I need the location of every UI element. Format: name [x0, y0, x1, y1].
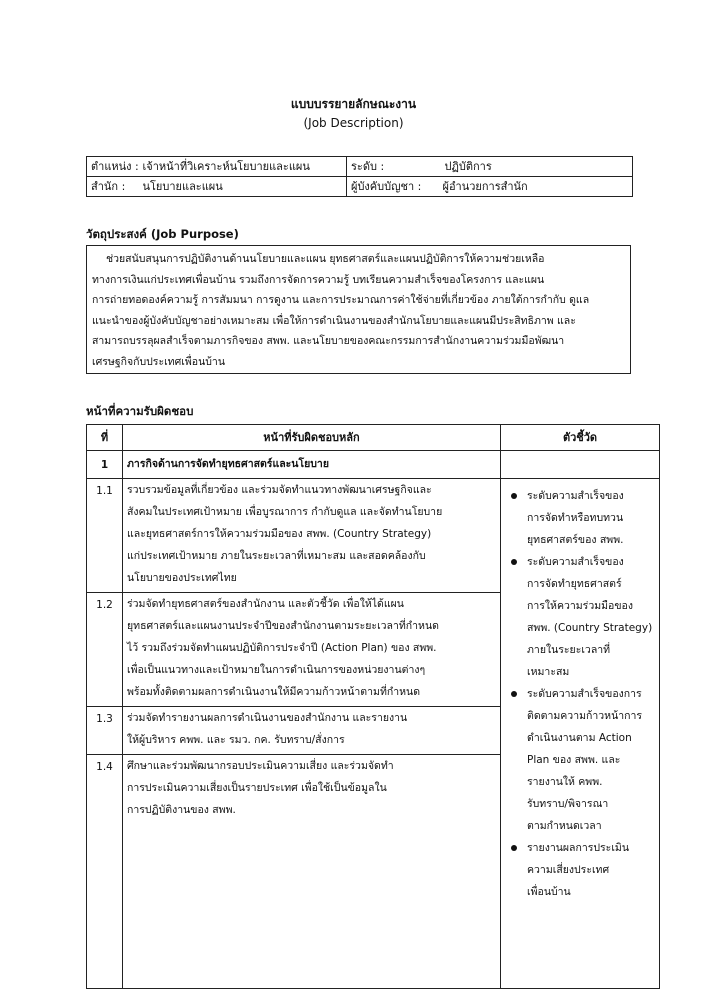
indicator-item [505, 837, 657, 903]
purpose-line: แนะนำของผู้บังคับบัญชาอย่างเหมาะสม เพื่อให้การดำเนินงานของสำนักนโยบายและแผนมีประสิทธิภาพ และ [92, 314, 576, 327]
indicator-line: ตามกำหนดเวลา [527, 820, 602, 832]
group-title: ภารกิจด้านการจัดทำยุทธศาสตร์และนโยบาย [123, 451, 501, 479]
indicator-line: สพพ. (Country Strategy) [527, 622, 653, 634]
level-cell [347, 157, 633, 177]
purpose-line: ทางการเงินแก่ประเทศเพื่อนบ้าน รวมถึงการจัดการความรู้ บทเรียนความสำเร็จของโครงการ และแผน [92, 273, 545, 286]
indicator-line: เหมาะสม [527, 666, 570, 678]
item-line: การปฏิบัติงานของ สพพ. [127, 804, 236, 816]
purpose-line: เศรษฐกิจกับประเทศเพื่อนบ้าน [92, 355, 225, 368]
indicator-line: รายงานให้ คพพ. [527, 776, 603, 788]
document-subtitle: (Job Description) [303, 116, 404, 130]
item-line: การประเมินความเสี่ยงเป็นรายประเทศ เพื่อใช้เป็นข้อมูลใน [127, 782, 387, 794]
item-line: ยุทธศาสตร์และแผนงานประจำปีของสำนักงานตามระยะเวลาที่กำหนด [127, 620, 439, 632]
job-info-table [86, 156, 633, 197]
indicator-line: ความเสี่ยงประเทศ [527, 864, 610, 876]
item-text [123, 593, 501, 707]
indicator-line: Plan ของ สพพ. และ [527, 754, 621, 766]
group-kpi-cell [501, 451, 660, 479]
item-text [123, 707, 501, 755]
item-line: เพื่อเป็นแนวทางและเป้าหมายในการดำเนินการของหน่วยงานต่างๆ [127, 664, 426, 676]
document-title: แบบบรรยายลักษณะงาน [290, 97, 417, 111]
position-value: เจ้าหน้าที่วิเคราะห์นโยบายและแผน [142, 160, 310, 173]
item-line: แก่ประเทศเป้าหมาย ภายในระยะเวลาที่เหมาะสม และสอดคล้องกับ [127, 550, 426, 562]
indicator-line: ดำเนินงานตาม Action [527, 732, 632, 744]
purpose-box [86, 245, 631, 374]
indicators-cell [501, 479, 660, 989]
item-line: นโยบายของประเทศไทย [127, 572, 237, 584]
item-line: ไว้ รวมถึงร่วมจัดทำแผนปฏิบัติการประจำปี (Action Plan) ของ สพพ. [127, 642, 437, 654]
item-line: รวบรวมข้อมูลที่เกี่ยวข้อง และร่วมจัดทำแนวทางพัฒนาเศรษฐกิจและ [127, 484, 432, 496]
col-header-no: ที่ [87, 425, 123, 451]
item-line: พร้อมทั้งติดตามผลการดำเนินงานให้มีความก้าวหน้าตามที่กำหนด [127, 686, 421, 698]
item-no: 1.4 [87, 755, 123, 989]
level-value: ปฏิบัติการ [444, 160, 492, 173]
indicator-line: ยุทธศาสตร์ของ สพพ. [527, 534, 624, 546]
item-line: ให้ผู้บริหาร คพพ. และ รมว. กค. รับทราบ/สั่งการ [127, 734, 345, 746]
office-label: สำนัก : [91, 180, 126, 193]
purpose-line: สามารถบรรลุผลสำเร็จตามภารกิจของ สพพ. และนโยบายของคณะกรรมการสำนักงานความร่วมมือพัฒนา [92, 335, 565, 347]
item-text [123, 755, 501, 989]
office-value: นโยบายและแผน [142, 180, 223, 193]
item-no: 1.3 [87, 707, 123, 755]
supervisor-cell [347, 177, 633, 197]
responsibilities-table [86, 424, 660, 989]
item-line: ร่วมจัดทำรายงานผลการดำเนินงานของสำนักงาน และรายงาน [127, 712, 408, 724]
indicator-line: เพื่อนบ้าน [527, 886, 571, 898]
supervisor-label: ผู้บังคับบัญชา : [351, 180, 422, 193]
indicator-line: รับทราบ/พิจารณา [527, 798, 609, 810]
indicator-list [505, 485, 657, 903]
indicator-line: ระดับความสำเร็จของ [527, 490, 624, 502]
item-no: 1.1 [87, 479, 123, 593]
item-no: 1.2 [87, 593, 123, 707]
position-label: ตำแหน่ง : [91, 160, 139, 173]
office-cell [87, 177, 347, 197]
indicator-line: การจัดทำยุทธศาสตร์ [527, 578, 622, 590]
indicator-line: ภายในระยะเวลาที่ [527, 644, 611, 656]
item-line: สังคมในประเทศเป้าหมาย เพื่อบูรณาการ กำกับดูแล และจัดทำนโยบาย [127, 506, 443, 518]
indicator-item [505, 683, 657, 837]
item-line: และยุทธศาสตร์การให้ความร่วมมือของ สพพ. (Country Strategy) [127, 528, 432, 540]
item-line: ร่วมจัดทำยุทธศาสตร์ของสำนักงาน และตัวชี้วัด เพื่อให้ได้แผน [127, 598, 404, 610]
purpose-text [92, 249, 625, 372]
purpose-line: การถ่ายทอดองค์ความรู้ การสัมมนา การดูงาน และการประมาณการค่าใช้จ่ายที่เกี่ยวข้อง ภายใต้การกำกับ ดูแล [92, 294, 590, 306]
table-row [87, 479, 660, 593]
purpose-heading: วัตถุประสงค์ (Job Purpose) [86, 227, 239, 241]
indicator-line: การจัดทำหรือทบทวน [527, 512, 624, 524]
group-no: 1 [87, 451, 123, 479]
purpose-line: ช่วยสนับสนุนการปฏิบัติงานด้านนโยบายและแผน ยุทธศาสตร์และแผนปฏิบัติการให้ความช่วยเหลือ [106, 253, 545, 265]
col-header-main: หน้าที่รับผิดชอบหลัก [123, 425, 501, 451]
responsibilities-heading: หน้าที่ความรับผิดชอบ [86, 404, 194, 418]
supervisor-value: ผู้อำนวยการสำนัก [442, 180, 528, 193]
indicator-item [505, 551, 657, 683]
indicator-line: การให้ความร่วมมือของ [527, 600, 633, 612]
indicator-line: ระดับความสำเร็จของการ [527, 688, 642, 700]
item-text [123, 479, 501, 593]
level-label: ระดับ : [351, 160, 385, 173]
table-header-row [87, 425, 660, 451]
position-cell [87, 157, 347, 177]
col-header-kpi: ตัวชี้วัด [501, 425, 660, 451]
indicator-line: ติดตามความก้าวหน้าการ [527, 710, 643, 722]
indicator-item [505, 485, 657, 551]
group-row [87, 451, 660, 479]
indicator-line: ระดับความสำเร็จของ [527, 556, 624, 568]
indicator-line: รายงานผลการประเมิน [527, 842, 630, 854]
item-line: ศึกษาและร่วมพัฒนากรอบประเมินความเสี่ยง และร่วมจัดทำ [127, 760, 394, 772]
